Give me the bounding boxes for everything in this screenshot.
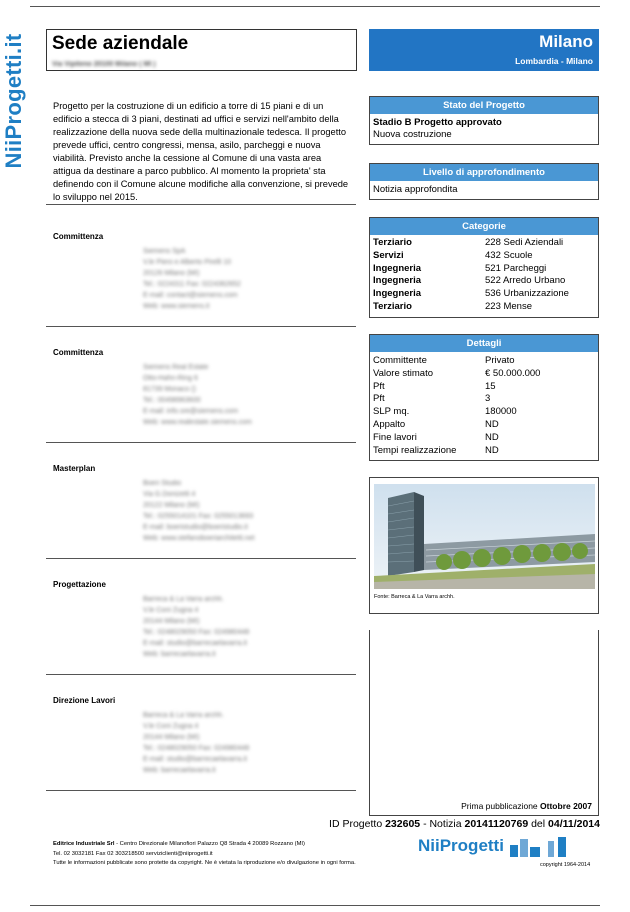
detail-row: SLP mq. 180000 <box>373 406 517 418</box>
footer-logo-text: NiiProgetti <box>418 836 504 855</box>
category-row: Ingegneria 536 Urbanizzazione <box>373 288 569 300</box>
project-stage: Stadio B Progetto approvato <box>373 117 502 128</box>
footer-address-line <box>53 840 433 850</box>
contact-committenza-2 <box>53 348 353 428</box>
contact-committenza-1 <box>53 232 353 312</box>
category-row: Terziario 223 Mense <box>373 300 533 312</box>
category-row: Servizi 432 Scuole <box>373 249 533 261</box>
panel-categorie <box>369 217 599 318</box>
city-box <box>369 29 599 71</box>
panel-body <box>370 114 598 144</box>
project-rendering-image <box>374 484 595 589</box>
del-label: del <box>531 818 546 830</box>
contact-direzione-lavori <box>53 696 353 776</box>
bottom-rule <box>30 905 600 906</box>
divider <box>46 674 356 675</box>
divider <box>46 442 356 443</box>
panel-livello <box>369 163 599 200</box>
notizia-date: 04/11/2014 <box>548 818 600 830</box>
panel-header: Livello di approfondimento <box>370 164 598 181</box>
contact-details: Siemens Real Estate Otto-Hahn-Ring 6 81739 Monaco () Tel.: 00498963600 E-mail: info.sre@siemens.com Web: www.realestate.siemens.com <box>143 364 252 426</box>
footer-copyright: copyright 1964-2014 <box>540 862 591 868</box>
contact-details: Barreca & La Varra archh. V.le Coni Zugna 4 20144 Milano (MI) Tel.: 0248029050 Fax: 024980448 E-mail: studio@barrecaelavarra.it Web: barrecaelavarra.it <box>143 596 250 658</box>
detail-row: Tempi realizzazione ND <box>373 444 499 456</box>
contact-role: Progettazione <box>53 580 106 589</box>
contact-role: Masterplan <box>53 464 96 473</box>
panel-header: Categorie <box>370 218 598 235</box>
detail-row: Pft 3 <box>373 393 491 405</box>
brand-logo-text: NiiProgetti.it <box>1 33 26 169</box>
contact-masterplan <box>53 464 353 544</box>
first-publication <box>461 801 592 811</box>
divider <box>46 790 356 791</box>
divider <box>46 326 356 327</box>
project-id-value: 232605 <box>385 818 421 830</box>
page-title: Sede aziendale <box>52 33 189 54</box>
panel-header: Stato del Progetto <box>370 97 598 114</box>
footer-disclaimer: Tutte le informazioni pubblicate sono protette da copyright. Ne è vietata la riproduzione e/o divulgazione in ogni forma. <box>53 860 356 866</box>
category-row: Terziario 228 Sedi Aziendali <box>373 237 564 248</box>
footer-address: - Centro Direzionale Milanofiori Palazzo Q8 Strada 4 20089 Rozzano (MI) <box>114 841 305 847</box>
divider <box>46 204 356 205</box>
city-name: Milano <box>539 32 593 51</box>
footer <box>53 840 433 869</box>
panel-stato-progetto <box>369 96 599 145</box>
publication-label: Prima pubblicazione <box>461 801 538 811</box>
project-address: Via Vipiteno 20100 Milano ( MI ) <box>52 61 156 68</box>
livello-value: Notizia approfondita <box>373 184 458 195</box>
panel-dettagli <box>369 334 599 461</box>
contact-progettazione <box>53 580 353 660</box>
category-row: Ingegneria 522 Arredo Urbano <box>373 275 566 287</box>
project-id-line <box>329 818 600 830</box>
panel-header: Dettagli <box>370 335 598 352</box>
footer-company: Editrice Industriale Srl <box>53 841 115 847</box>
title-box <box>46 29 357 71</box>
detail-row: Pft 15 <box>373 380 496 392</box>
contact-details: Boeri Studio Via G.Donizetti 4 20122 Milano (MI) Tel.: 0255014101 Fax: 0255013693 E-mail: boeristudio@boeristudio.it Web: www.stefanoboeriarchitetti.net <box>143 480 255 542</box>
contact-role: Committenza <box>53 232 104 241</box>
detail-row: Committente Privato <box>373 355 515 366</box>
photo-panel <box>369 477 599 614</box>
panel-body <box>370 235 598 317</box>
detail-row: Appalto ND <box>373 418 499 430</box>
contact-details: Siemens SpA V.le Piero e Alberto Pirelli 10 20126 Milano (MI) Tel.: 0224311 Fax: 0224362652 E-mail: contact@siemens.com Web: www.siemens.it <box>143 248 241 310</box>
project-description: Progetto per la costruzione di un edificio a torre di 15 piani e di un edificio a stecca di 3 piani, destinati ad uffici e servizi nell'ambito della realizzazione della nuova sede della multinazionale tedesca. Il progetto prevede uffici, centro congressi, mensa, asilo, parcheggi e nuova viabilità. Previsto anche la cessione al Comune di una vasta area attigua da destinare a parco pubblico. Al momento la proprieta' sta definendo con il Comune alcune modifiche alla convenzione, si prevede lo sviluppo nel 2015. <box>53 101 349 202</box>
footer-contacts: Tel. 02 3032181 Fax 02 303218500 serviziclienti@niiprogetti.it <box>53 850 213 857</box>
notizia-label: - Notizia <box>423 818 462 830</box>
top-rule <box>30 6 600 7</box>
buildings-icon <box>508 837 578 857</box>
notizia-value: 20141120769 <box>464 818 529 830</box>
brand-logo-vertical <box>1 33 26 169</box>
project-id-label: ID Progetto <box>329 818 383 830</box>
detail-row: Fine lavori ND <box>373 431 499 443</box>
divider <box>46 558 356 559</box>
contact-role: Direzione Lavori <box>53 696 116 705</box>
panel-body <box>370 352 598 460</box>
contact-details: Barreca & La Varra archh. V.le Coni Zugna 4 20144 Milano (MI) Tel.: 0248029050 Fax: 024980448 E-mail: studio@barrecaelavarra.it Web: barrecaelavarra.it <box>143 712 250 774</box>
photo-credit: Fonte: Barreca & La Varra archh. <box>374 594 455 600</box>
footer-logo <box>418 836 578 857</box>
category-row: Ingegneria 521 Parcheggi <box>373 262 547 274</box>
publication-box <box>369 630 599 816</box>
detail-row: Valore stimato € 50.000.000 <box>373 367 541 379</box>
publication-date: Ottobre 2007 <box>540 801 592 811</box>
panel-body <box>370 181 598 199</box>
contact-role: Committenza <box>53 348 104 357</box>
project-type: Nuova costruzione <box>373 129 452 140</box>
region-name: Lombardia - Milano <box>515 56 593 66</box>
